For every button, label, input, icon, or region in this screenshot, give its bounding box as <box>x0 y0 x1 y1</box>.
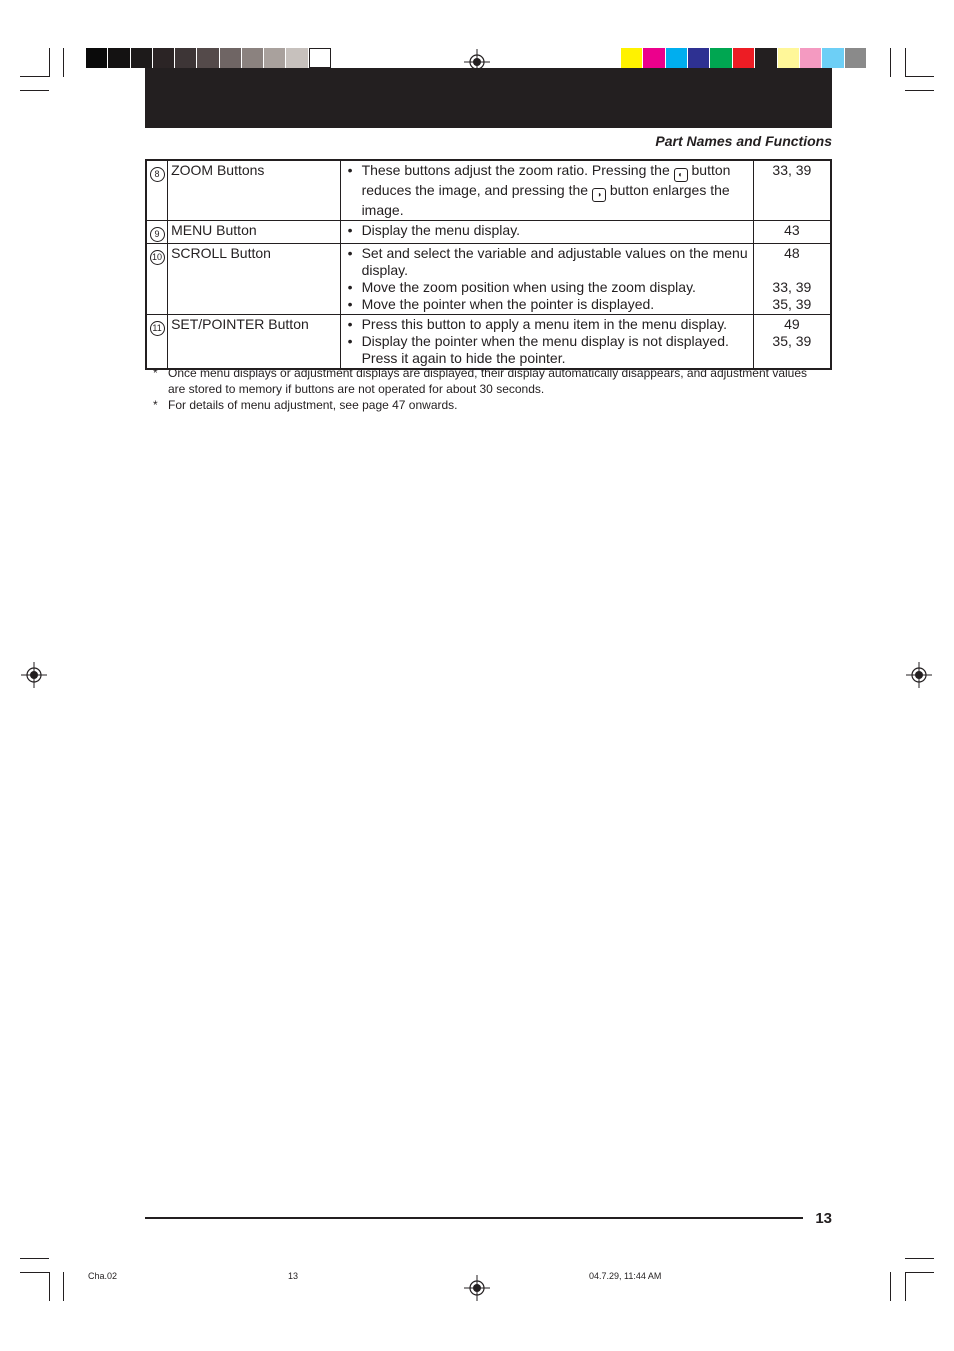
bullet-item <box>348 316 749 333</box>
table-row <box>146 244 831 315</box>
footnote <box>153 397 823 413</box>
circled-number: 10 <box>150 250 165 265</box>
crop-mark <box>20 90 49 91</box>
registration-mark-icon <box>906 662 932 688</box>
page-reference: 43 <box>784 222 800 238</box>
bullet-text: Set and select the variable and adjustable values on the menu display. <box>361 245 748 278</box>
bullet-item <box>348 222 749 239</box>
reference-pages <box>753 315 831 370</box>
color-swatch <box>710 48 732 68</box>
bullet-text: Move the zoom position when using the zoom display. <box>361 279 696 295</box>
color-swatch <box>845 48 867 68</box>
color-swatch <box>822 48 844 68</box>
zoom-in-icon: ◑ <box>592 188 606 202</box>
footer-rule <box>145 1217 803 1219</box>
slug-timestamp: 04.7.29, 11:44 AM <box>589 1271 662 1281</box>
page-reference: 33, 39 <box>772 279 812 295</box>
color-swatch <box>800 48 822 68</box>
color-calibration-bar <box>621 48 867 68</box>
section-title: Part Names and Functions <box>655 133 832 149</box>
gray-swatch <box>175 48 197 68</box>
page-reference: 35, 39 <box>772 333 812 349</box>
row-number <box>146 221 168 244</box>
part-name: MENU Button <box>168 221 341 244</box>
slug-page: 13 <box>288 1271 299 1281</box>
reference-pages <box>753 221 831 244</box>
bullet-text-part: button reduces the image, and pressing the <box>361 162 731 198</box>
gray-swatch <box>220 48 242 68</box>
part-description <box>340 315 753 370</box>
gray-swatch <box>286 48 308 68</box>
color-swatch <box>621 48 643 68</box>
footnote-text: For details of menu adjustment, see page 47 onwards. <box>168 398 458 412</box>
gray-swatch <box>197 48 219 68</box>
gray-swatch <box>264 48 286 68</box>
gray-swatch <box>309 48 331 68</box>
gray-swatch <box>86 48 108 68</box>
row-number <box>146 244 168 315</box>
color-swatch <box>666 48 688 68</box>
crop-mark <box>49 48 50 77</box>
bullet-text: Display the pointer when the menu display is not displayed. Press it again to hide the pointer. <box>361 333 729 366</box>
bullet-item <box>348 333 749 367</box>
bullet-text-part: button enlarges the image. <box>361 182 730 218</box>
bullet-text-part: These buttons adjust the zoom ratio. Pressing the <box>361 162 674 178</box>
part-description <box>340 160 753 221</box>
footnote <box>153 365 823 397</box>
color-swatch <box>755 48 777 68</box>
part-name: SET/POINTER Button <box>168 315 341 370</box>
bullet-marker: • <box>347 162 353 178</box>
bullet-marker: • <box>347 222 353 238</box>
bullet-marker: • <box>347 333 353 349</box>
slug-file-name: Cha.02 <box>88 1271 118 1281</box>
gray-swatch <box>153 48 175 68</box>
bullet-item <box>348 162 749 219</box>
part-description <box>340 221 753 244</box>
crop-mark <box>890 1272 891 1301</box>
table-row <box>146 160 831 221</box>
zoom-out-icon: ◐ <box>674 168 688 182</box>
crop-mark <box>20 1258 49 1259</box>
footnote-text: Once menu displays or adjustment displays are displayed, their display automatically disappears, and adjustment values are stored to memory if buttons are not operated for about 30 seconds. <box>168 366 808 396</box>
crop-mark <box>20 1272 49 1273</box>
part-name: SCROLL Button <box>168 244 341 315</box>
circled-number: 11 <box>150 321 165 336</box>
row-number <box>146 315 168 370</box>
page-reference: 35, 39 <box>772 296 812 312</box>
bullet-text: Display the menu display. <box>361 222 521 238</box>
gray-calibration-bar <box>86 48 331 68</box>
crop-mark <box>63 1272 64 1301</box>
crop-mark <box>49 1272 50 1301</box>
table-row <box>146 221 831 244</box>
reference-pages <box>753 244 831 315</box>
crop-mark <box>20 76 49 77</box>
gray-swatch <box>131 48 153 68</box>
color-swatch <box>643 48 665 68</box>
header-band <box>145 68 832 128</box>
color-swatch <box>688 48 710 68</box>
bullet-item <box>348 296 749 313</box>
bullet-item <box>348 279 749 296</box>
gray-swatch <box>242 48 264 68</box>
gray-swatch <box>108 48 130 68</box>
color-swatch <box>778 48 800 68</box>
bullet-marker: • <box>347 296 353 312</box>
bullet-marker: • <box>347 279 353 295</box>
crop-mark <box>63 48 64 77</box>
circled-number: 8 <box>150 167 165 182</box>
table-row <box>146 315 831 370</box>
crop-mark <box>905 48 906 77</box>
circled-number: 9 <box>150 227 165 242</box>
page-reference <box>757 262 827 279</box>
bullet-marker: • <box>347 316 353 332</box>
row-number <box>146 160 168 221</box>
crop-mark <box>905 1272 934 1273</box>
crop-mark <box>905 1258 934 1259</box>
bullet-item <box>348 245 749 279</box>
bullet-text: Press this button to apply a menu item in the menu display. <box>361 316 728 332</box>
part-functions-table <box>145 159 832 370</box>
page-number: 13 <box>815 1210 832 1227</box>
registration-mark-icon <box>464 1275 490 1301</box>
part-name: ZOOM Buttons <box>168 160 341 221</box>
part-description <box>340 244 753 315</box>
bullet-marker: • <box>347 245 353 261</box>
note-marker: * <box>153 366 158 380</box>
registration-mark-icon <box>21 662 47 688</box>
reference-pages <box>753 160 831 221</box>
bullet-text <box>362 162 749 219</box>
page-reference: 49 <box>784 316 800 332</box>
crop-mark <box>905 90 934 91</box>
page-reference: 48 <box>784 245 800 261</box>
crop-mark <box>890 48 891 77</box>
crop-mark <box>905 76 934 77</box>
page-reference: 33, 39 <box>772 162 812 178</box>
crop-mark <box>905 1272 906 1301</box>
note-marker: * <box>153 398 158 412</box>
bullet-text: Move the pointer when the pointer is displayed. <box>361 296 655 312</box>
color-swatch <box>733 48 755 68</box>
